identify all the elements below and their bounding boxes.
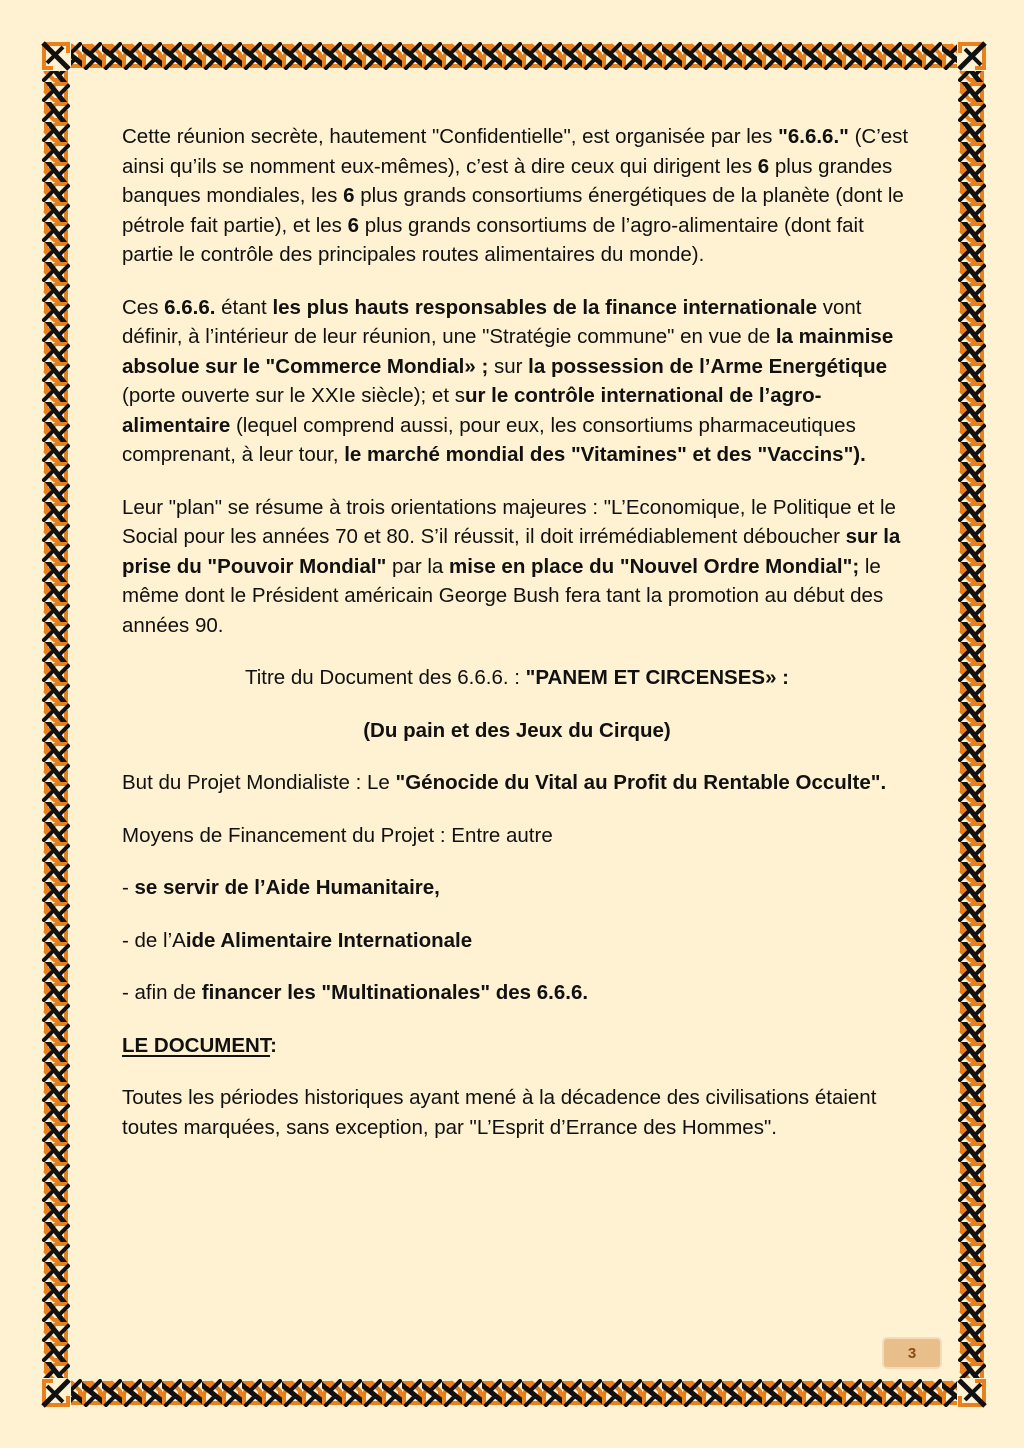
- border-corner-knot-icon: [41, 1378, 71, 1408]
- emphasized-text: ur le contrôle international de l’agro-alimentaire: [122, 384, 822, 437]
- body-text: vont définir, à l’intérieur de leur réunion, une "Stratégie commune" en vue de: [122, 295, 862, 348]
- goal-statement: "Génocide du Vital au Profit du Rentable Occulte".: [395, 771, 887, 794]
- emphasized-text: la mainmise absolue sur le "Commerce Mondial» ;: [122, 325, 894, 378]
- decorative-border-bottom: [42, 1379, 986, 1407]
- body-text: Ces: [122, 295, 165, 319]
- body-text: par la: [386, 554, 449, 578]
- body-text: Leur "plan" se résume à trois orientations majeures : "L’Economique, le Politique et le Social pour les années 70 et 80. S’il réussit, il doit irrémédiablement déboucher: [122, 495, 896, 548]
- emphasized-text: 6.6.6.: [164, 295, 216, 319]
- body-text: plus grands consortiums de l’agro-alimentaire (dont fait partie le contrôle des principales routes alimentaires du monde).: [122, 213, 864, 266]
- decorative-border-left: [42, 42, 70, 1407]
- emphasized-text: 6: [757, 154, 770, 178]
- financing-item: [122, 978, 912, 1008]
- financing-line: Moyens de Financement du Projet : Entre autre: [122, 823, 553, 847]
- emphasized-text: les plus hauts responsables de la finance internationale: [272, 295, 818, 319]
- financing-item-bold: financer les "Multinationales" des 6.6.6.: [201, 981, 589, 1004]
- financing-item-text: de l’A: [134, 928, 186, 952]
- financing-item: [122, 926, 912, 956]
- document-title: "PANEM ET CIRCENSES» :: [525, 666, 790, 689]
- border-corner-knot-icon: [41, 41, 71, 71]
- financing-item: [122, 873, 912, 903]
- border-corner-knot-icon: [957, 41, 987, 71]
- goal-prefix: But du Projet Mondialiste : Le: [122, 771, 396, 794]
- section-heading: [122, 1031, 912, 1061]
- financing-item-bold: ide Alimentaire Internationale: [185, 928, 473, 952]
- paragraph-plan: [122, 493, 912, 641]
- document-subtitle: (Du pain et des Jeux du Cirque): [363, 718, 671, 742]
- body-text: (lequel comprend aussi, pour eux, les consortiums pharmaceutiques comprenant, à leur tour,: [122, 413, 856, 466]
- border-corner-knot-icon: [957, 1378, 987, 1408]
- list-dash: -: [122, 876, 135, 899]
- emphasized-text: sur la prise du "Pouvoir Mondial": [122, 525, 901, 578]
- body-text: Cette réunion secrète, hautement "Confidentielle", est organisée par les: [122, 125, 779, 148]
- document-title-line: [122, 663, 912, 693]
- document-body: [122, 122, 912, 1165]
- paragraph-closing: Toutes les périodes historiques ayant mené à la décadence des civilisations étaient toutes marquées, sans exception, par "L’Esprit d’Errance des Hommes".: [122, 1086, 877, 1139]
- title-prefix: Titre du Document des 6.6.6. :: [244, 666, 526, 689]
- emphasized-text: la possession de l’Arme Energétique: [528, 354, 888, 378]
- paragraph-intro: [122, 122, 912, 270]
- body-text: (porte ouverte sur le XXIe siècle); et s: [122, 384, 465, 407]
- emphasized-text: le marché mondial des "Vitamines" et des "Vaccins").: [344, 443, 866, 466]
- body-text: le même dont le Président américain George Bush fera tant la promotion au début des années 90.: [122, 554, 884, 637]
- emphasized-text: "6.6.6.": [778, 125, 849, 148]
- paragraph-strategy: [122, 293, 912, 470]
- section-heading-suffix: :: [270, 1033, 277, 1057]
- financing-item-text: afin de: [134, 981, 202, 1004]
- emphasized-text: 6: [347, 213, 360, 237]
- list-dash: -: [122, 981, 135, 1004]
- body-text: plus grandes banques mondiales, les: [122, 154, 893, 207]
- body-text: plus grands consortiums énergétiques de la planète (dont le pétrole fait partie), et les: [122, 184, 904, 237]
- decorative-border-top: [42, 42, 986, 70]
- body-text: sur: [488, 354, 529, 378]
- decorative-border-right: [958, 42, 986, 1407]
- financing-item-bold: se servir de l’Aide Humanitaire,: [134, 876, 440, 899]
- list-dash: -: [122, 928, 135, 952]
- body-text: étant: [215, 295, 273, 319]
- page-number-badge: [882, 1337, 942, 1369]
- emphasized-text: mise en place du "Nouvel Ordre Mondial";: [449, 554, 860, 578]
- section-heading-text: LE DOCUMENT: [122, 1033, 271, 1057]
- page-number: 3: [907, 1344, 917, 1362]
- document-subtitle-line: [122, 716, 912, 746]
- project-goal-line: [122, 768, 912, 798]
- body-text: (C’est ainsi qu’ils se nomment eux-mêmes), c’est à dire ceux qui dirigent les: [122, 125, 909, 178]
- emphasized-text: 6: [343, 184, 355, 207]
